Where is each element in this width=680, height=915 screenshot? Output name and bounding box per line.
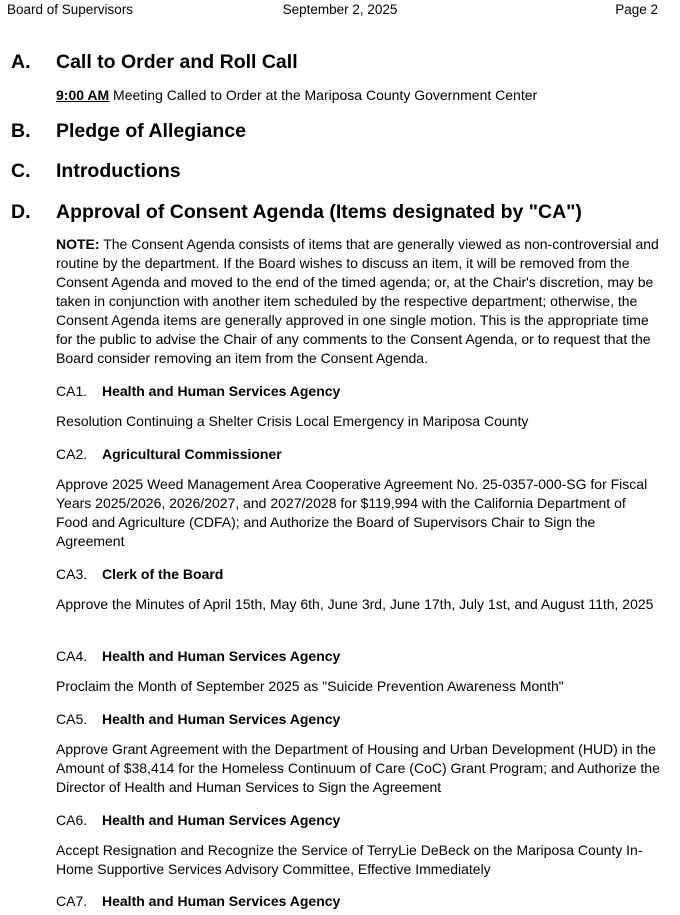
note-label: NOTE: <box>56 236 100 252</box>
header-date: September 2, 2025 <box>282 2 398 17</box>
item-department: Health and Human Services Agency <box>102 812 341 828</box>
item-department: Health and Human Services Agency <box>102 893 341 909</box>
consent-item-heading <box>56 648 340 664</box>
consent-agenda-note <box>56 235 660 368</box>
consent-item-description: Accept Resignation and Recognize the Service of TerryLie DeBeck on the Mariposa County In-Home Supportive Services Advisory Committee, Effective Immediately <box>56 842 643 877</box>
section-title: Call to Order and Roll Call <box>56 51 298 73</box>
section-title: Introductions <box>56 160 181 182</box>
item-department: Clerk of the Board <box>102 566 224 582</box>
consent-item-heading <box>56 446 282 462</box>
section-c-heading <box>11 160 181 183</box>
item-department: Health and Human Services Agency <box>102 383 341 399</box>
section-title: Pledge of Allegiance <box>56 120 246 142</box>
note-body: The Consent Agenda consists of items that are generally viewed as non-controversial and routine by the department. If the Board wishes to discuss an item, it will be removed from the Consent Agenda and moved to the end of the timed agenda; or, at the Chair's discretion, may be taken in conjunction with another item scheduled by the respective department; otherwise, the Consent Agenda items are generally approved in one single motion. This is the appropriate time for the public to advise the Chair of any comments to the Consent Agenda, or to request that the Board consider removing an item from the Consent Agenda. <box>56 236 659 366</box>
section-d-heading <box>11 201 582 224</box>
item-number: CA4. <box>56 648 88 664</box>
consent-item-heading <box>56 812 340 828</box>
item-number: CA2. <box>56 446 88 462</box>
consent-item-description: Approve Grant Agreement with the Department of Housing and Urban Development (HUD) in the Amount of $38,414 for the Homeless Continuum of Care (CoC) Grant Program; and Authorize the Director of Health and Human Services to Sign the Agreement <box>56 741 660 795</box>
consent-item-description: Proclaim the Month of September 2025 as "Suicide Prevention Awareness Month" <box>56 678 564 694</box>
header-board-name: Board of Supervisors <box>7 2 134 17</box>
consent-item-description: Approve the Minutes of April 15th, May 6th, June 3rd, June 17th, July 1st, and August 11th, 2025 <box>56 596 654 612</box>
section-a-heading <box>11 51 298 74</box>
header-page-number: Page 2 <box>615 2 658 17</box>
item-number: CA5. <box>56 711 88 727</box>
item-department: Health and Human Services Agency <box>102 648 341 664</box>
section-b-heading <box>11 120 246 143</box>
item-department: Agricultural Commissioner <box>102 446 282 462</box>
item-number: CA7. <box>56 893 88 909</box>
section-letter: A. <box>11 51 31 73</box>
section-letter: C. <box>11 160 31 182</box>
meeting-time: 9:00 AM <box>56 87 110 103</box>
call-to-order-text <box>56 86 660 105</box>
call-to-order-body: Meeting Called to Order at the Mariposa County Government Center <box>109 87 538 103</box>
section-title: Approval of Consent Agenda (Items designated by "CA") <box>56 201 582 223</box>
consent-item-heading <box>56 383 340 399</box>
consent-item-heading <box>56 711 340 727</box>
consent-item-description: Resolution Continuing a Shelter Crisis Local Emergency in Mariposa County <box>56 413 529 429</box>
item-number: CA6. <box>56 812 88 828</box>
consent-item-heading <box>56 566 223 582</box>
consent-item-heading <box>56 893 340 909</box>
consent-item-description: Approve 2025 Weed Management Area Cooperative Agreement No. 25-0357-000-SG for Fiscal Years 2025/2026, 2026/2027, and 2027/2028 for $119,994 with the California Department of Food and Agriculture (CDFA); and Authorize the Board of Supervisors Chair to Sign the Agreement <box>56 476 648 549</box>
section-letter: D. <box>11 201 31 223</box>
item-department: Health and Human Services Agency <box>102 711 341 727</box>
item-number: CA1. <box>56 383 88 399</box>
section-letter: B. <box>11 120 31 142</box>
item-number: CA3. <box>56 566 88 582</box>
